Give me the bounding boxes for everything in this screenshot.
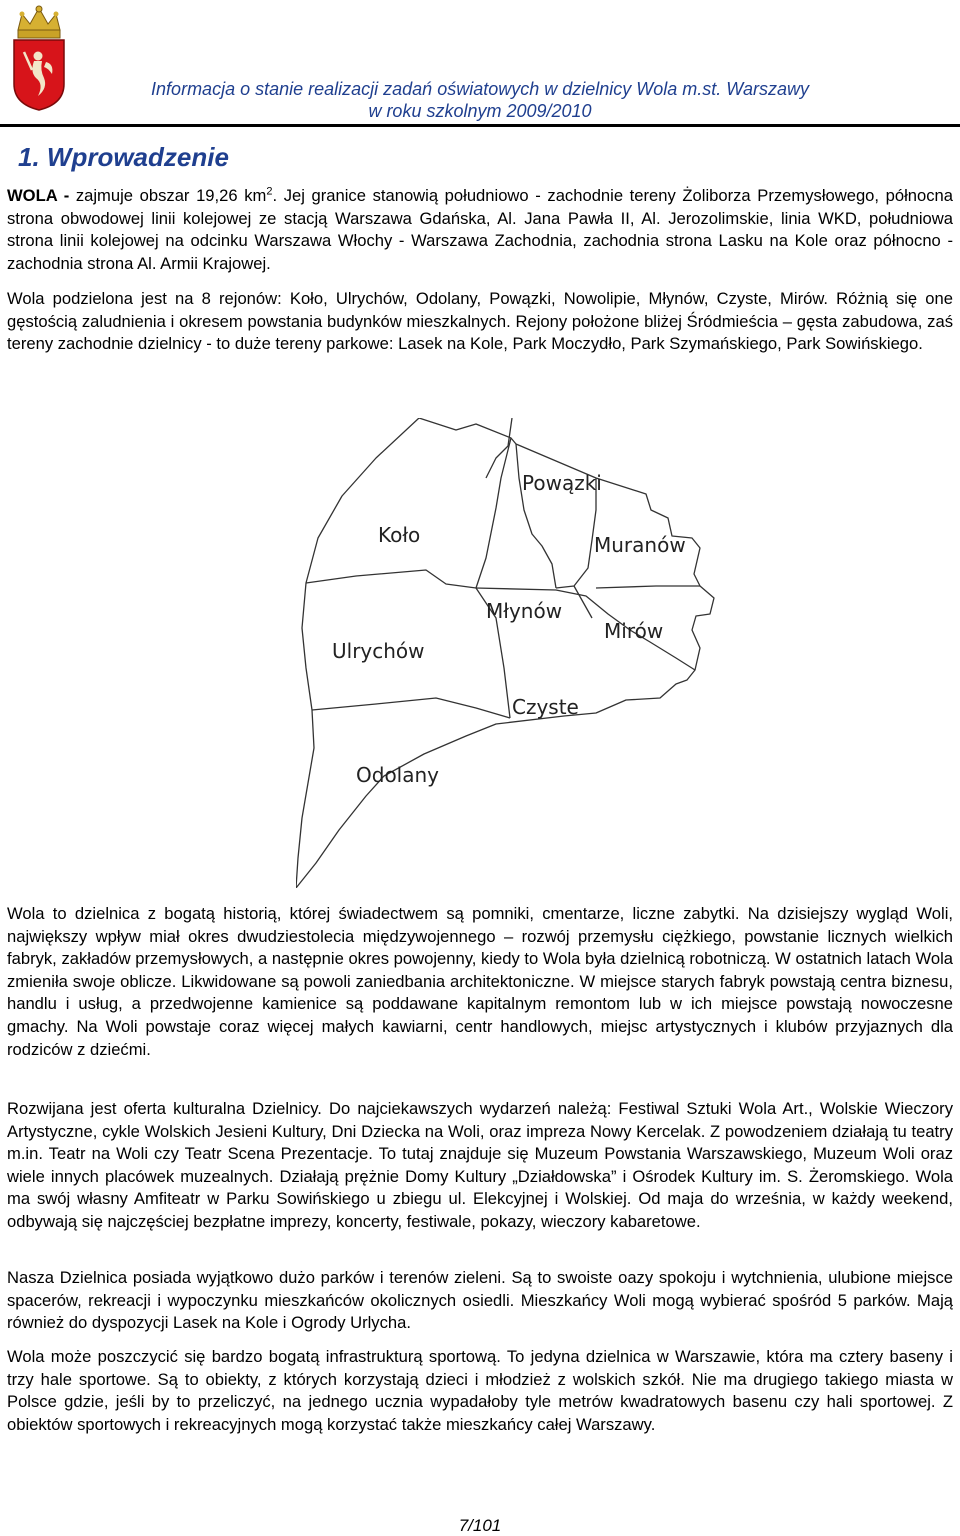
header-line-1: Informacja o stanie realizacji zadań oświatowych w dzielnicy Wola m.st. Warszawy: [151, 79, 809, 99]
document-header: [118, 78, 842, 122]
map-label-mlynow: Młynów: [486, 599, 563, 623]
history-paragraph: Wola to dzielnica z bogatą historią, której świadectwem są pomniki, cmentarze, liczne zabytki. Na dzisiejszy wygląd Woli, największy wpływ miał okres dwudziestolecia międzywojennego – rozwój przemysłu ciężkiego, powstanie licznych wielkich fabryk, zakładów przemysłowych, a następnie okres powojenny, kiedy to Wola była dzielnicą robotniczą. W ostatnich latach Wola zmieniła swoje oblicze. Likwidowane są powoli zaniedbania architektoniczne. W miejsce starych fabryk powstają centra biznesu, handlu i usług, a przedwojenne kamienice są poddawane kapitalnym remontom lub w ich miejsce powstają nowoczesne gmachy. Na Woli powstaje coraz więcej małych kawiarni, centr handlowych, miejsc artystycznych i klubów przyjaznych dla rodziców z dziećmi.: [7, 904, 953, 1059]
wola-districts-map: [296, 418, 748, 888]
intro-rest-text: . Jej granice stanowią południowo - zachodnie tereny Żoliborza Przemysłowego, północna strona obwodowej linii kolejowej ze stacją Warszawa Gdańska, Al. Jana Pawła II, Al. Jerozolimskie, linia WKD, południowa strona linii kolejowej na odcinku Warszawa Włochy - Warszawa Zachodnia, zachodnia strona Lasku na Kole oraz północno - zachodnia strona Al. Armii Krajowej.: [7, 186, 953, 273]
boundary-ulrychow-odolany: [312, 698, 510, 718]
parks-paragraph: Nasza Dzielnica posiada wyjątkowo dużo parków i terenów zieleni. Są to swoiste oazy spokoju i wytchnienia, ulubione miejsce spacerów, rekreacji i wypoczynku mieszkańców okolicznych osiedli. Mieszkańcy Woli mogą wybierać spośród 5 parków. Mają również do dyspozycji Lasek na Kole i Ogrody Urlycha.: [7, 1268, 953, 1333]
culture-paragraph: Rozwijana jest oferta kulturalna Dzielnicy. Do najciekawszych wydarzeń należą: Festiwal Sztuki Wola Art., Wolskie Wieczory Artystyczne, cykle Wolskich Jesieni Kultury, Dni Dziecka na Woli, oraz impreza Nowy Kercelak. Z powodzeniem działają tu teatry m.in. Teatr na Woli czy Teatr Scena Prezentacje. To tutaj znajduje się Muzeum Powstania Warszawskiego, Muzeum Woli oraz wiele innych placówek muzealnych. Działają prężnie Domy Kultury „Działdowska” i Ośrodek Kultury im. S. Żeromskiego. Wola ma swój własny Amfiteatr w Parku Sowińskiego u zbiegu ul. Elekcyjnej i Wolskiej. Od maja do września, w każdy weekend, odbywają się najczęściej bezpłatne imprezy, koncerty, festiwale, pokazy, wieczory kabaretowe.: [7, 1099, 953, 1231]
sports-paragraph: Wola może poszczycić się bardzo bogatą infrastrukturą sportową. To jedyna dzielnica w Warszawie, która ma cztery baseny i trzy hale sportowe. Są to obiekty, z których korzystają dzieci i młodzież z wolskich szkół. Nie ma drugiego takiego miasta w Polsce gdzie, jeśli by to przeliczyć, na jednego ucznia wypadałoby tyle metrów kwadratowych basenu czy hali sportowej. Z obiektów sportowych i rekreacyjnych mogą korzystać także mieszkańcy całej Warszawy.: [7, 1347, 953, 1434]
map-label-czyste: Czyste: [512, 695, 579, 719]
intro-lead: WOLA -: [7, 186, 76, 205]
map-label-ulrychow: Ulrychów: [332, 639, 425, 663]
boundary-kolo-mlynow: [476, 438, 511, 588]
boundary-muranow-mirow: [574, 586, 592, 618]
intro-paragraph: [7, 185, 953, 275]
header-line-2: w roku szkolnym 2009/2010: [368, 101, 592, 121]
section-heading: 1. Wprowadzenie: [18, 142, 229, 172]
map-label-mirow: Mirów: [604, 619, 664, 643]
boundary-powazki-mlynow: [516, 444, 556, 588]
map-label-muranow: Muranów: [594, 533, 686, 557]
intro-area-text: zajmuje obszar 19,26 km: [75, 186, 267, 205]
warsaw-coat-of-arms-logo: [8, 4, 70, 112]
header-divider: [0, 124, 960, 127]
page-number: 7/101: [458, 1516, 502, 1535]
map-label-kolo: Koło: [378, 523, 421, 547]
intro-area-superscript: 2: [266, 185, 273, 198]
boundary-kolo-ulrychow: [306, 570, 476, 588]
map-label-odolany: Odolany: [356, 763, 439, 787]
regions-paragraph: Wola podzielona jest na 8 rejonów: Koło, Ulrychów, Odolany, Powązki, Nowolipie, Młynów, Czyste, Mirów. Różnią się one gęstością zaludnienia i okresem powstania budynków mieszkalnych. Rejony położone bliżej Śródmieścia – gęsta zabudowa, zaś tereny zachodnie dzielnicy - to duże tereny parkowe: Lasek na Kole, Park Moczydło, Park Szymańskiego, Park Sowińskiego.: [7, 289, 953, 354]
map-label-powazki: Powązki: [522, 471, 602, 495]
boundary-mirow-north: [596, 586, 700, 588]
